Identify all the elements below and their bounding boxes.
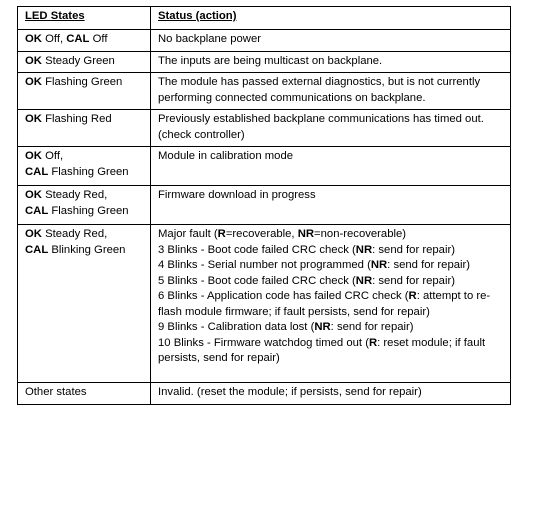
fault-line: 9 Blinks - Calibration data lost (NR: send for repair) bbox=[158, 321, 414, 333]
status-cell: Invalid. (reset the module; if persists, send for repair) bbox=[151, 383, 511, 405]
table-row bbox=[18, 30, 511, 52]
led-state-cell: Other states bbox=[18, 383, 151, 405]
table-row bbox=[18, 186, 511, 225]
fault-line: 3 Blinks - Boot code failed CRC check (NR: send for repair) bbox=[158, 243, 455, 256]
fault-line: 6 Blinks - Application code has failed CRC check (R: attempt to re-flash module firmware; if fault persists, send for repair) bbox=[158, 290, 491, 318]
status-cell: Previously established backplane communications has timed out. (check controller) bbox=[151, 110, 511, 147]
fault-line: 5 Blinks - Boot code failed CRC check (NR: send for repair) bbox=[158, 274, 455, 287]
fault-line: 4 Blinks - Serial number not programmed (NR: send for repair) bbox=[158, 259, 471, 271]
status-cell: No backplane power bbox=[151, 30, 511, 52]
status-cell: The module has passed external diagnostics, but is not currently performing connected communications on backplane. bbox=[151, 73, 511, 110]
table-row bbox=[18, 383, 511, 405]
table-row bbox=[18, 73, 511, 110]
led-state-cell: OK Steady Green bbox=[18, 51, 151, 73]
fault-line: 10 Blinks - Firmware watchdog timed out (R: reset module; if fault persists, send for repair) bbox=[158, 336, 486, 364]
fault-intro: Major fault (R=recoverable, NR=non-recoverable) bbox=[158, 228, 407, 240]
table-row bbox=[18, 225, 511, 383]
led-state-cell: OK Steady Red, CAL Flashing Green bbox=[18, 186, 151, 225]
led-states-table bbox=[17, 6, 511, 405]
table-row bbox=[18, 51, 511, 73]
led-state-cell: OK Off, CAL Off bbox=[18, 30, 151, 52]
header-status-action: Status (action) bbox=[151, 7, 511, 30]
status-cell: The inputs are being multicast on backplane. bbox=[151, 51, 511, 73]
table-row bbox=[18, 147, 511, 186]
header-led-states: LED States bbox=[18, 7, 151, 30]
status-cell: Module in calibration mode bbox=[151, 147, 511, 186]
led-state-cell: OK Off, CAL Flashing Green bbox=[18, 147, 151, 186]
led-state-cell: OK Steady Red, CAL Blinking Green bbox=[18, 225, 151, 383]
table-header-row bbox=[18, 7, 511, 30]
status-cell bbox=[151, 225, 511, 383]
table-row bbox=[18, 110, 511, 147]
led-state-cell: OK Flashing Red bbox=[18, 110, 151, 147]
led-state-cell: OK Flashing Green bbox=[18, 73, 151, 110]
status-cell: Firmware download in progress bbox=[151, 186, 511, 225]
